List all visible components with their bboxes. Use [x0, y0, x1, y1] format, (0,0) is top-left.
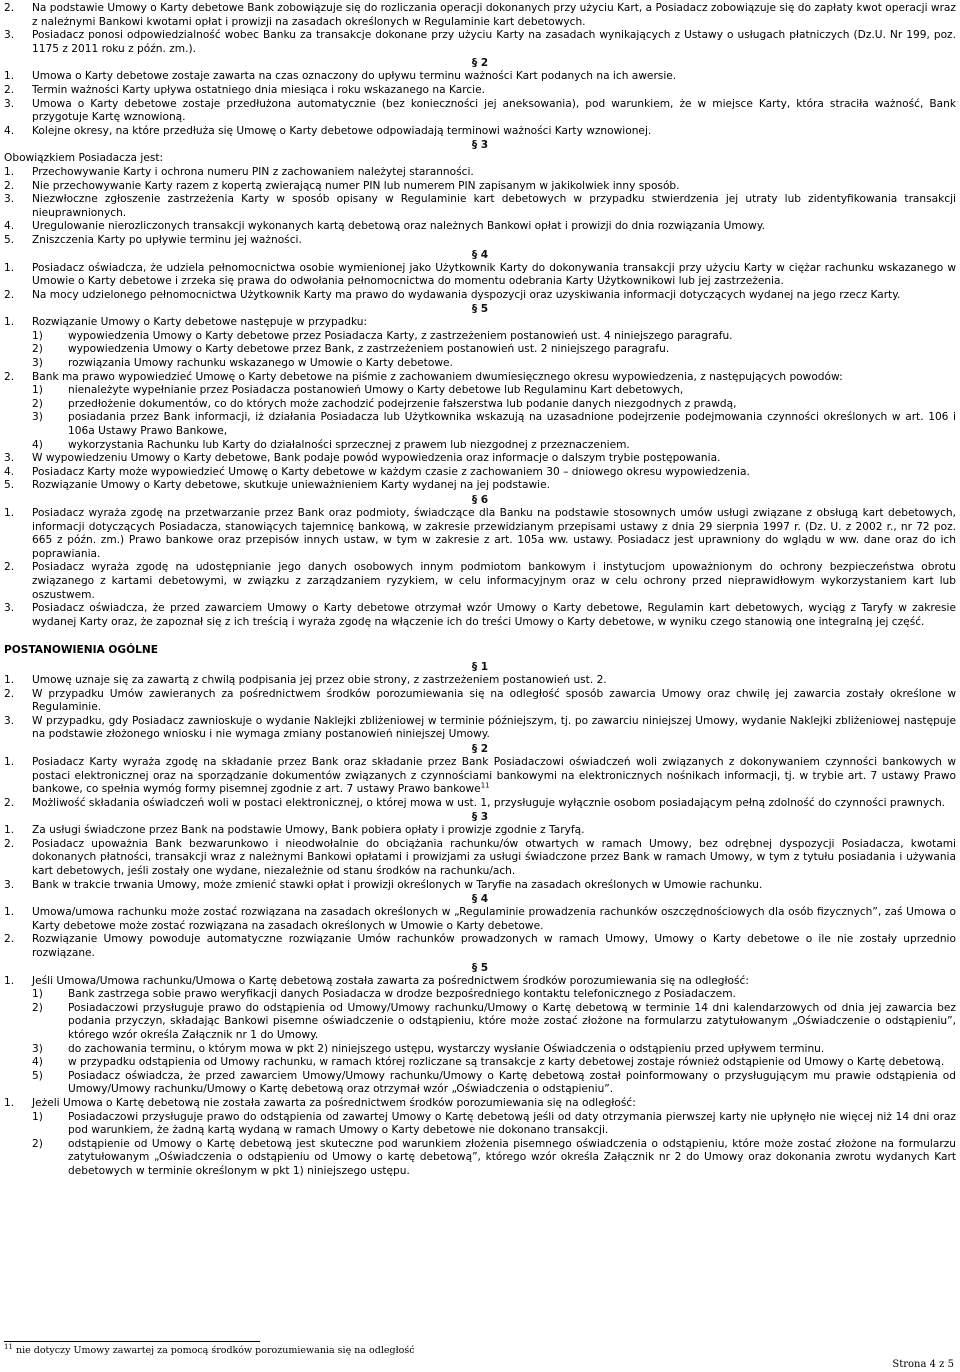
item-text-content: Posiadacz wyraża zgodę na udostępnianie jego danych osobowych innym podmiotom bankowym i instytucjom upoważnionym do ochrony bezpieczeństwa obrotu związanego z kartami debetowymi, w związku z zarządzaniem ryzykiem, w celu informacyjnym oraz w celu ochrony przed nieprawidłowym wykorzystaniem kart lub oszustwem. [32, 561, 956, 601]
sub-list-item [4, 988, 956, 1002]
item-text [68, 1002, 956, 1043]
list-item [4, 316, 956, 330]
footnote-separator [4, 1341, 260, 1342]
item-number: 2. [4, 837, 15, 850]
item-number: 4) [32, 438, 43, 451]
item-text-content: W przypadku Umów zawieranych za pośrednictwem środków porozumiewania się na odległość sposób zawarcia Umowy oraz chwilę jej zawarcia zostały określone w Regulaminie. [32, 687, 956, 714]
item-text-content: Umowa o Karty debetowe zostaje przedłużona automatycznie (bez konieczności jej aneksowania), pod warunkiem, że w miejsce Karty, która straciła ważność, Bank przygotuje Kartę wznowioną. [32, 97, 956, 124]
item-text [68, 411, 956, 438]
item-number: 4. [4, 124, 15, 137]
item-text [32, 316, 956, 330]
item-text-content: Posiadacz Karty może wypowiedzieć Umowę o Karty debetowe w każdym czasie z zachowaniem 30 – dniowego okresu wypowiedzenia. [32, 465, 750, 478]
item-text [68, 1111, 956, 1138]
item-text-content: Możliwość składania oświadczeń woli w postaci elektronicznej, o której mowa w ust. 1, przysługuje wyłącznie osobom posiadającym pełną zdolność do czynności prawnych. [32, 796, 946, 809]
section-heading: POSTANOWIENIA OGÓLNE [4, 644, 158, 657]
item-text [32, 906, 956, 933]
item-number: 1. [4, 1096, 15, 1109]
item-text-content: W wypowiedzeniu Umowy o Karty debetowe, Bank podaje powód wypowiedzenia oraz informacje o dalszym trybie postępowania. [32, 452, 721, 465]
item-number: 2. [4, 179, 15, 192]
list-item [4, 98, 956, 125]
list-item [4, 2, 956, 29]
item-number: 1. [4, 507, 15, 519]
list-item [4, 371, 956, 385]
list-item [4, 975, 956, 989]
item-number: 1. [4, 755, 15, 768]
item-number: 4. [4, 220, 15, 233]
item-number: 1) [32, 329, 43, 342]
section-marker: § 2 [471, 57, 489, 70]
item-text-content: wykorzystania Rachunku lub Karty do działalności sprzecznej z prawem lub niezgodnej z przeznaczeniem. [68, 438, 630, 451]
item-text [68, 343, 956, 357]
sub-list-item [4, 1043, 956, 1057]
item-text-content: Niezwłoczne zgłoszenie zastrzeżenia Karty w sposób opisany w Regulaminie kart debetowych w przypadku stwierdzenia jej utraty lub zidentyfikowania transakcji nieuprawnionych. [32, 193, 956, 219]
item-number: 2. [4, 796, 15, 809]
item-number: 2. [4, 83, 15, 96]
item-text-content: Uregulowanie nierozliczonych transakcji wykonanych kartą debetową oraz należnych Bankowi opłat i prowizji do dnia rozwiązania Umowy. [32, 220, 765, 233]
item-text [32, 452, 956, 466]
item-number: 1. [4, 70, 15, 83]
item-text-content: Rozwiązanie Umowy powoduje automatyczne rozwiązanie Umów rachunków prowadzonych w ramach Umowy, Umowy o Karty debetowe o ile nie zostały uprzednio rozwiązane. [32, 933, 956, 960]
item-text-content: przedłożenie dokumentów, co do których może zachodzić podejrzenie fałszerstwa lub podanie danych niezgodnych z prawdą, [68, 397, 737, 410]
footnote-text: nie dotyczy Umowy zawartej za pomocą środków porozumiewania się na odległość [15, 1345, 415, 1356]
sub-list-item [4, 343, 956, 357]
item-number: 3) [32, 357, 43, 370]
item-text-content: Posiadacz ponosi odpowiedzialność wobec Banku za transakcje dokonane przy użyciu Karty na zasadach wynikających z Ustawy o usługach płatniczych (Dz.U. Nr 199, poz. 1175 z 2011 roku z późn. zm.). [32, 29, 956, 55]
sub-list-item [4, 1070, 956, 1097]
item-text [32, 688, 956, 715]
item-number: 4. [4, 465, 15, 478]
document-body [4, 2, 956, 1179]
item-text [32, 933, 956, 960]
item-number: 1. [4, 974, 15, 987]
item-text [32, 838, 956, 879]
list-item [4, 507, 956, 561]
list-item [4, 220, 956, 234]
list-item [4, 602, 956, 629]
item-text [32, 797, 956, 811]
item-text [68, 330, 956, 344]
item-text [32, 507, 956, 561]
sub-list-item [4, 1002, 956, 1043]
item-text [68, 1043, 956, 1057]
section-marker: § 3 [471, 811, 489, 824]
item-number: 1. [4, 824, 15, 837]
list-item [4, 479, 956, 493]
list-item [4, 166, 956, 180]
item-text [32, 193, 956, 220]
item-text-content: Bank ma prawo wypowiedzieć Umowę o Karty debetowe na piśmie z zachowaniem dwumiesięcznego okresu wypowiedzenia, z następujących powodów: [32, 370, 843, 383]
sub-list-item [4, 411, 956, 438]
item-text [32, 2, 956, 29]
list-item [4, 879, 956, 893]
item-text [32, 220, 956, 234]
item-text [32, 879, 956, 893]
item-text-content: Posiadacz wyraża zgodę na przetwarzanie przez Bank oraz podmioty, świadczące dla Banku na podstawie stosownych umów usługi związane z obsługą kart debetowych, informacji dotyczących Posiadacza, stanowiących tajemnicę bankową, w zakresie przewidzianym przepisami ustawy z dnia 29 sierpnia 1997 r. (Dz. U. z 2002 r., nr 72 poz. 665 z późn. zm.) Prawo bankowe oraz przepisów innych ustaw, w tym w zakresie z art. 105a ww. ustawy. Posiadacz jest uprawniony do wglądu w ww. dane oraz do ich poprawiania. [32, 507, 956, 560]
footnote-number: 11 [4, 1342, 13, 1351]
item-text-content: Rozwiązanie Umowy o Karty debetowe następuje w przypadku: [32, 316, 368, 329]
list-item [4, 29, 956, 56]
item-text [32, 234, 956, 248]
item-number: 3. [4, 602, 15, 615]
item-text-content: Jeżeli Umowa o Kartę debetową nie została zawarta za pośrednictwem środków porozumiewania się na odległość: [32, 1096, 636, 1109]
item-text [32, 715, 956, 742]
item-text [32, 975, 956, 989]
list-item [4, 289, 956, 303]
list-item [4, 125, 956, 139]
item-number: 3. [4, 193, 15, 206]
item-number: 5) [32, 1069, 43, 1082]
sub-list-item [4, 330, 956, 344]
item-number: 3. [4, 714, 15, 727]
sub-list-item [4, 1056, 956, 1070]
item-number: 1) [32, 1110, 43, 1123]
item-number: 2) [32, 1001, 43, 1014]
item-text-content: wypowiedzenia Umowy o Karty debetowe przez Bank, z zastrzeżeniem postanowień ust. 2 niniejszego paragrafu. [68, 343, 670, 356]
sub-list-item [4, 357, 956, 371]
list-item [4, 84, 956, 98]
item-text [32, 602, 956, 629]
item-number: 5. [4, 233, 15, 246]
item-text [68, 988, 956, 1002]
section-marker: § 4 [471, 893, 489, 906]
item-text [32, 289, 956, 303]
item-text-content: odstąpienie od Umowy o Kartę debetową jest skuteczne pod warunkiem złożenia pisemnego oświadczenia o odstąpieniu, które może zostać złożone na formularzu zatytułowanym „Oświadczenia o odstąpieniu od Umowy o kartę debetową”, którego wzór określa Załącznik nr 2 do Umowy oraz dokonania zwrotu wydanych Kart debetowych w terminie określonym w pkt 1) niniejszego ustępu. [68, 1137, 956, 1177]
footnote [4, 1344, 415, 1358]
list-item [4, 262, 956, 289]
section-marker: § 2 [471, 742, 489, 755]
item-text-content: Kolejne okresy, na które przedłuża się Umowę o Karty debetowe odpowiadają terminowi ważności Karty wznowionej. [32, 124, 652, 137]
item-text-content: Umowa/umowa rachunku może zostać rozwiązana na zasadach określonych w „Regulaminie prowadzenia rachunków oszczędnościowych dla osób fizycznych”, zaś Umowa o Karty debetowe może zostać rozwiązana na zasadach określonych w Umowie o Karty debetowe. [32, 906, 956, 932]
item-text-content: rozwiązania Umowy rachunku wskazanego w Umowie o Karty debetowe. [68, 357, 453, 370]
list-item [4, 180, 956, 194]
item-text-content: Nie przechowywanie Karty razem z kopertą zwierającą numer PIN lub numerem PIN zapisanym w jakikolwiek inny sposób. [32, 179, 680, 192]
item-text-content: Posiadacz upoważnia Bank bezwarunkowo i nieodwołalnie do obciążania rachunku/ów otwartych w ramach Umowy, bez odrębnej dyspozycji Posiadacza, kwotami dokonanych płatności, transakcji wraz z należnymi Bankowi opłatami i prowizjami za usługi świadczone przez Bank w ramach Umowy, w tym z tytułu posiadania i używania kart debetowych, jeśli zostały one wydane, niezależnie od stanu środków na rachunku/ach. [32, 837, 956, 878]
item-number: 3. [4, 97, 15, 110]
item-number: 4) [32, 1056, 43, 1069]
item-text-content: wypowiedzenia Umowy o Karty debetowe przez Posiadacza Karty, z zastrzeżeniem postanowień ust. 4 niniejszego paragrafu. [68, 329, 733, 342]
item-text-content: Rozwiązanie Umowy o Karty debetowe, skutkuje unieważnieniem Karty wydanej na jej podstawie. [32, 479, 550, 492]
item-number: 2. [4, 370, 15, 383]
item-number: 1. [4, 165, 15, 178]
item-text-content: Umowa o Karty debetowe zostaje zawarta na czas oznaczony do upływu terminu ważności Kart podanych na ich awersie. [32, 70, 677, 83]
item-text [32, 756, 956, 797]
list-item [4, 70, 956, 84]
item-number: 2. [4, 933, 15, 946]
item-number: 3. [4, 878, 15, 891]
list-item [4, 561, 956, 602]
item-text-content: Posiadacz oświadcza, że przed zawarciem Umowy/Umowy rachunku/Umowy o Kartę debetową został poinformowany o przysługującym mu prawie odstąpienia od Umowy/Umowy rachunku/Umowy o Kartę debetową oraz otrzymał wzór „Oświadczenia o odstąpieniu”. [68, 1069, 956, 1096]
item-number: 5. [4, 479, 15, 492]
item-number: 3. [4, 29, 15, 42]
sub-list-item [4, 384, 956, 398]
item-text [32, 166, 956, 180]
item-text-content: w przypadku odstąpienia od Umowy rachunku, w ramach której rozliczane są transakcje z karty debetowej zostaje również odstąpienie od Umowy o Kartę debetową. [68, 1056, 945, 1069]
item-text [32, 479, 956, 493]
item-text [32, 98, 956, 125]
item-number: 3) [32, 1042, 43, 1055]
item-text [68, 1070, 956, 1097]
item-text-content: Termin ważności Karty upływa ostatniego dnia miesiąca i roku wskazanego na Karcie. [32, 83, 486, 96]
list-item [4, 715, 956, 742]
footnote-reference: 11 [480, 781, 490, 790]
section-marker: § 6 [471, 494, 489, 506]
list-item [4, 1097, 956, 1111]
list-item [4, 797, 956, 811]
item-number: 1. [4, 906, 15, 919]
item-text-content: Na podstawie Umowy o Karty debetowe Bank zobowiązuje się do rozliczania operacji dokonanych przy użyciu Kart, a Posiadacz zobowiązuje się do zapłaty kwot operacji wraz z należnymi Bankowi kwotami opłat i prowizji na zasadach określonych w Regulaminie kart debetowych. [32, 2, 956, 28]
item-text-content: Umowę uznaje się za zawartą z chwilą podpisania jej przez obie strony, z zastrzeżeniem postanowień ust. 2. [32, 673, 607, 686]
item-text [32, 561, 956, 602]
section-marker: § 4 [471, 248, 489, 261]
item-text-content: Bank zastrzega sobie prawo weryfikacji danych Posiadacza w drodze bezpośredniego kontaktu telefonicznego z Posiadaczem. [68, 988, 736, 1001]
list-item [4, 933, 956, 960]
item-number: 2. [4, 687, 15, 700]
item-text [68, 439, 956, 453]
item-text-content: Zniszczenia Karty po upływie terminu jej ważności. [32, 233, 302, 246]
item-text-content: nienależyte wypełnianie przez Posiadacza postanowień Umowy o Karty debetowe lub Regulaminu Kart debetowych, [68, 384, 684, 397]
list-item [4, 756, 956, 797]
sub-list-item [4, 1138, 956, 1179]
item-text [32, 824, 956, 838]
section-marker: § 5 [471, 961, 489, 974]
item-text-content: Posiadaczowi przysługuje prawo do odstąpienia od zawartej Umowy o Kartę debetową jeśli od daty otrzymania pierwszej karty nie upłynęło nie więcej niż 14 dni oraz pod warunkiem, że żadną kartą wydaną w ramach Umowy o Karty debetowe nie dokonano transakcji. [68, 1110, 956, 1137]
item-text-content: Posiadacz oświadcza, że udziela pełnomocnictwa osobie wymienionej jako Użytkownik Karty do dokonywania transakcji przy użyciu Karty w ciężar rachunku wskazanego w Umowie o Karty debetowe i zrzeka się prawa do odwołania pełnomocnictwa do momentu odebrania Karty Użytkownikowi lub jej zastrzeżenia. [32, 261, 956, 288]
item-number: 2. [4, 288, 15, 301]
item-number: 1. [4, 261, 15, 274]
item-number: 2) [32, 397, 43, 410]
item-text [32, 125, 956, 139]
item-text [68, 1138, 956, 1179]
item-text-content: Jeśli Umowa/Umowa rachunku/Umowa o Kartę debetową została zawarta za pośrednictwem środków porozumiewania się na odległość: [32, 974, 749, 987]
item-text [32, 29, 956, 56]
sub-list-item [4, 439, 956, 453]
sub-list-item [4, 398, 956, 412]
item-text [32, 180, 956, 194]
item-text [32, 70, 956, 84]
list-item [4, 674, 956, 688]
item-text-content: do zachowania terminu, o którym mowa w pkt 2) niniejszego ustępu, wystarczy wysłanie Oświadczenia o odstąpieniu przed upływem terminu. [68, 1042, 825, 1055]
item-number: 1. [4, 316, 15, 329]
item-number: 1. [4, 673, 15, 686]
item-text [32, 466, 956, 480]
list-item [4, 906, 956, 933]
paragraph: Obowiązkiem Posiadacza jest: [4, 152, 164, 165]
list-item [4, 452, 956, 466]
item-number: 2) [32, 343, 43, 356]
section-marker: § 5 [471, 303, 489, 316]
item-text [32, 262, 956, 289]
item-text [32, 1097, 956, 1111]
item-text [68, 398, 956, 412]
list-item [4, 688, 956, 715]
item-text-content: Za usługi świadczone przez Bank na podstawie Umowy, Bank pobiera opłaty i prowizje zgodnie z Taryfą. [32, 824, 585, 837]
item-number: 2. [4, 2, 15, 14]
item-number: 3) [32, 411, 43, 424]
list-item [4, 466, 956, 480]
list-item [4, 824, 956, 838]
item-text [32, 84, 956, 98]
item-text-content: posiadania przez Bank informacji, iż działania Posiadacza lub Użytkownika wskazują na uzasadnione podejrzenie podejmowania czynności określonych w art. 106 i 106a Ustawy Prawo Bankowe, [68, 411, 956, 438]
item-number: 2. [4, 561, 15, 574]
item-text-content: Posiadacz Karty wyraża zgodę na składanie przez Bank oraz składanie przez Bank Posiadaczowi oświadczeń woli związanych z dokonywaniem czynności bankowych w postaci elektronicznej oraz na sporządzanie dokumentów związanych z czynnościami bankowymi na elektronicznych nośnikach informacji, tj. w trybie art. 7 ustawy Prawo bankowe, co spełnia wymóg formy pisemnej zgodnie z art. 7 ustawy Prawo bankowe [32, 755, 956, 796]
page-number: Strona 4 z 5 [892, 1359, 954, 1370]
item-text [68, 1056, 956, 1070]
item-number: 3. [4, 452, 15, 465]
item-text-content: Na mocy udzielonego pełnomocnictwa Użytkownik Karty ma prawo do wydawania dyspozycji oraz uzyskiwania informacji dotyczących wydanej na jego rzecz Karty. [32, 288, 901, 301]
item-text [32, 674, 956, 688]
item-number: 2) [32, 1137, 43, 1150]
item-text-content: Posiadaczowi przysługuje prawo do odstąpienia od Umowy/Umowy rachunku/Umowy o Kartę debetową w terminie 14 dni kalendarzowych od dnia jej zawarcia bez podania przyczyn, składając Bankowi pisemne oświadczenie o odstąpieniu, które może zostać złożone na formularzu zatytułowanym „Oświadczenie o odstąpieniu”, którego wzór określa Załącznik nr 1 do Umowy. [68, 1001, 956, 1041]
item-text-content: W przypadku, gdy Posiadacz zawnioskuje o wydanie Naklejki zbliżeniowej w terminie późniejszym, tj. po zawarciu niniejszej Umowy, wydanie Naklejki zbliżeniowej następuje na podstawie złożonego wniosku i nie wymaga zmiany postanowień niniejszej Umowy. [32, 714, 956, 741]
item-text [32, 371, 956, 385]
item-number: 1) [32, 988, 43, 1001]
list-item [4, 234, 956, 248]
item-text-content: Posiadacz oświadcza, że przed zawarciem Umowy o Karty debetowe otrzymał wzór Umowy o Karty debetowe, Regulamin kart debetowych, wyciąg z Taryfy w zakresie wydanej Karty oraz, że zapoznał się z ich treścią i wyraża zgodę na włączenie ich do treści Umowy o Karty debetowe, w wyniku czego stanowią one integralną jej część. [32, 602, 956, 628]
item-text-content: Przechowywanie Karty i ochrona numeru PIN z zachowaniem należytej staranności. [32, 165, 474, 178]
item-text-content: Bank w trakcie trwania Umowy, może zmienić stawki opłat i prowizji określonych w Taryfie na zasadach określonych w Umowie rachunku. [32, 878, 763, 891]
item-number: 1) [32, 384, 43, 397]
list-item [4, 193, 956, 220]
list-item [4, 838, 956, 879]
item-text [68, 384, 956, 398]
item-text [68, 357, 956, 371]
section-marker: § 3 [471, 139, 489, 152]
sub-list-item [4, 1111, 956, 1138]
section-marker: § 1 [471, 660, 489, 673]
